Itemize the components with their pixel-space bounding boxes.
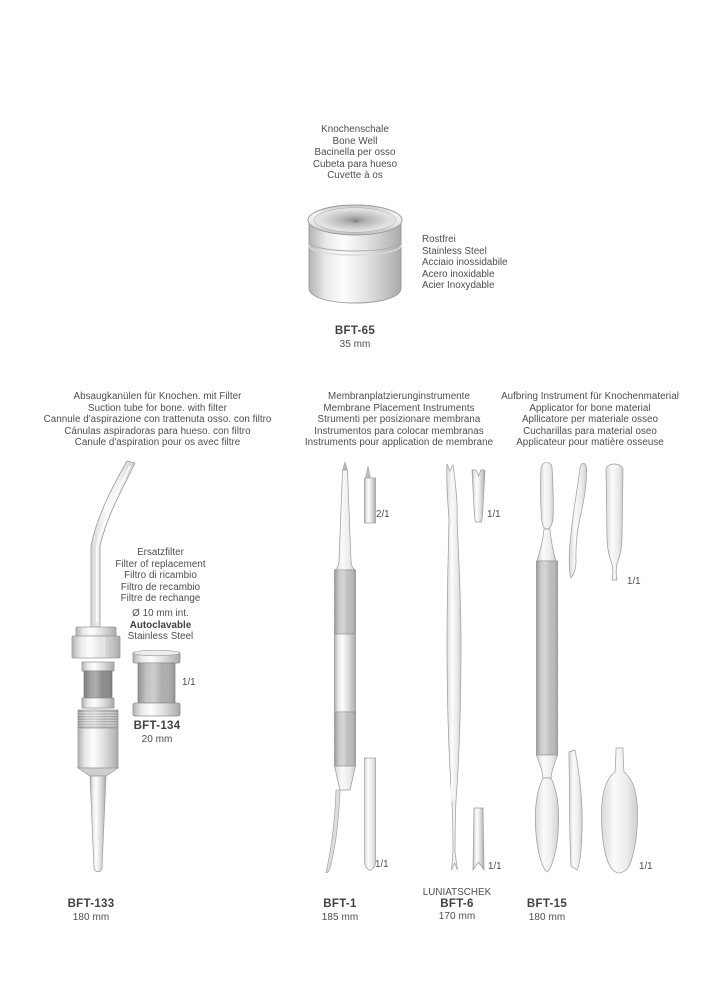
suction-tube-label bbox=[41, 899, 141, 923]
product-code: BFT-6 bbox=[440, 897, 474, 910]
bft15-label bbox=[497, 899, 597, 923]
material-line: Rostfrei bbox=[422, 234, 456, 245]
bft15-top-scale-label: 1/1 bbox=[627, 576, 641, 587]
replacement-filter-text bbox=[98, 547, 223, 605]
filter-line: Filtro di ricambio bbox=[124, 570, 197, 582]
bft1-blade-scale-label: 1/1 bbox=[375, 859, 389, 870]
title-line: Membranplatzierunginstrumente bbox=[328, 391, 470, 402]
title-line: Membrane Placement Instruments bbox=[323, 402, 475, 414]
title-line: Bone Well bbox=[332, 135, 378, 147]
spec-diameter: Ø 10 mm int. bbox=[132, 608, 189, 619]
spec-material: Stainless Steel bbox=[127, 631, 194, 643]
product-size: 185 mm bbox=[321, 911, 359, 923]
title-line: Absaugkanülen für Knochen. mit Filter bbox=[73, 391, 242, 402]
title-line: Cuvette à os bbox=[327, 170, 383, 182]
title-line: Applicateur pour matière osseuse bbox=[516, 437, 664, 449]
bft1-illustration bbox=[322, 456, 384, 886]
title-line: Knochenschale bbox=[321, 124, 389, 135]
title-line: Applicator for bone material bbox=[529, 402, 651, 414]
bft15-bottom-scale-label: 1/1 bbox=[639, 861, 653, 872]
product-size: 20 mm bbox=[141, 733, 173, 745]
material-line: Stainless Steel bbox=[422, 245, 487, 257]
product-code: BFT-15 bbox=[526, 898, 568, 910]
product-size: 180 mm bbox=[72, 911, 110, 923]
membrane-instruments-title bbox=[288, 391, 510, 449]
product-size: 35 mm bbox=[339, 338, 371, 350]
bone-well-label bbox=[305, 326, 405, 350]
product-code: BFT-133 bbox=[67, 898, 115, 910]
title-line: Cubeta para hueso bbox=[312, 158, 398, 170]
title-line: Cucharillas para material oseo bbox=[523, 425, 657, 437]
title-line: Bacinella per osso bbox=[314, 147, 396, 159]
bone-applicator-title bbox=[478, 391, 702, 449]
filter-label bbox=[117, 721, 197, 745]
filter-line: Filter of replacement bbox=[115, 558, 206, 570]
material-line: Acciaio inossidabile bbox=[422, 257, 508, 269]
filter-scale-label: 1/1 bbox=[182, 677, 196, 688]
title-line: Cánulas aspiradoras para hueso. con filtro bbox=[64, 425, 251, 437]
title-line: Aufbring Instrument für Knochenmaterial bbox=[501, 391, 679, 402]
bft6-illustration bbox=[430, 456, 496, 886]
bft6-top-scale-label: 1/1 bbox=[487, 509, 501, 520]
bft1-label bbox=[290, 899, 390, 923]
bone-well-material bbox=[422, 234, 508, 292]
suction-tube-title bbox=[25, 391, 290, 449]
product-size: 180 mm bbox=[528, 911, 566, 923]
title-line: Cannule d'aspirazione con trattenuta osso. con filtro bbox=[43, 414, 272, 426]
bone-well-illustration bbox=[303, 196, 407, 312]
bft6-bottom-scale-label: 1/1 bbox=[488, 861, 502, 872]
product-code: BFT-65 bbox=[334, 325, 376, 337]
title-line: Strumenti per posizionare membrana bbox=[317, 414, 481, 426]
bone-well-title bbox=[255, 124, 455, 182]
bft6-label bbox=[407, 887, 507, 923]
material-line: Acero inoxidable bbox=[422, 268, 495, 280]
spec-autoclavable: Autoclavable bbox=[129, 619, 192, 631]
product-code: BFT-1 bbox=[323, 898, 357, 910]
filter-spec-text bbox=[98, 608, 223, 643]
product-code: BFT-134 bbox=[133, 720, 181, 732]
filter-line: Ersatzfilter bbox=[137, 547, 184, 558]
title-line: Instruments pour application de membrane bbox=[304, 437, 494, 449]
filter-line: Filtro de recambio bbox=[120, 581, 201, 593]
title-line: Instrumentos para colocar membranas bbox=[314, 425, 484, 437]
bft15-illustration bbox=[520, 456, 655, 886]
title-line: Suction tube for bone. with filter bbox=[88, 402, 227, 414]
product-size: 170 mm bbox=[438, 911, 476, 923]
title-line: Canule d'aspiration pour os avec filtre bbox=[74, 437, 241, 449]
material-line: Acier Inoxydable bbox=[422, 280, 495, 292]
filter-line: Filtre de rechange bbox=[120, 593, 201, 605]
product-name: LUNIATSCHEK bbox=[422, 887, 492, 898]
bft1-tip-scale-label: 2/1 bbox=[376, 509, 390, 520]
replacement-filter-illustration bbox=[128, 646, 190, 722]
title-line: Apllicatore per materiale osseo bbox=[521, 414, 659, 426]
